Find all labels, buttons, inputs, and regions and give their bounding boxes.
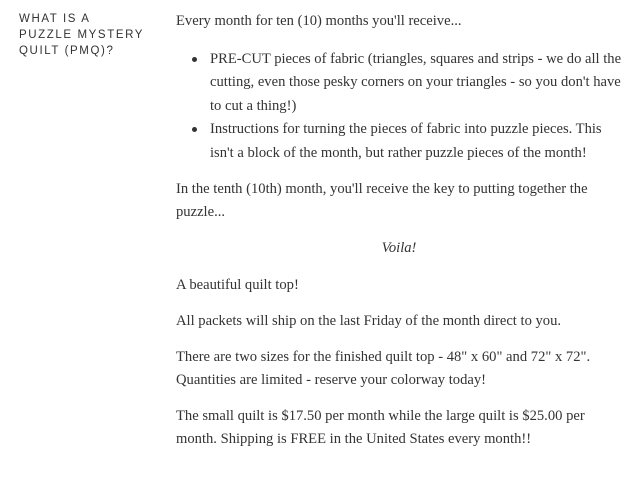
tenth-month-paragraph: In the tenth (10th) month, you'll receive the key to putting together the puzzle... xyxy=(176,180,588,221)
section-heading xyxy=(19,11,159,59)
voila-text: Voila! xyxy=(381,239,417,256)
sidebar xyxy=(19,11,159,59)
intro-paragraph: Every month for ten (10) months you'll receive... xyxy=(176,13,462,29)
section-heading-line: WHAT IS A xyxy=(19,13,91,25)
beautiful-quilt-paragraph: A beautiful quilt top! xyxy=(176,277,299,294)
section-heading-line: PUZZLE MYSTERY xyxy=(19,29,145,41)
section-heading-line: QUILT (PMQ)? xyxy=(19,45,115,57)
list-item-text: PRE-CUT pieces of fabric (triangles, squares and strips - we do all the cutting, even those pesky corners on your triangles - so you don't have to cut a thing!) xyxy=(210,50,622,114)
pricing-paragraph: The small quilt is $17.50 per month while the large quilt is $25.00 per month. Shipping is FREE in the United States every month!! xyxy=(176,407,585,448)
features-list xyxy=(176,48,622,166)
bullet-icon xyxy=(192,127,197,132)
shipping-paragraph: All packets will ship on the last Friday of the month direct to you. xyxy=(176,312,562,329)
bullet-icon xyxy=(192,57,197,62)
list-item xyxy=(210,118,622,165)
section-content xyxy=(176,10,622,464)
list-item xyxy=(210,48,622,119)
list-item-text: Instructions for turning the pieces of fabric into puzzle pieces. This isn't a block of the month, but rather puzzle pieces of the month! xyxy=(210,121,602,161)
sizes-paragraph: There are two sizes for the finished quilt top - 48" x 60" and 72" x 72". Quantities are limited - reserve your colorway today! xyxy=(176,348,591,389)
